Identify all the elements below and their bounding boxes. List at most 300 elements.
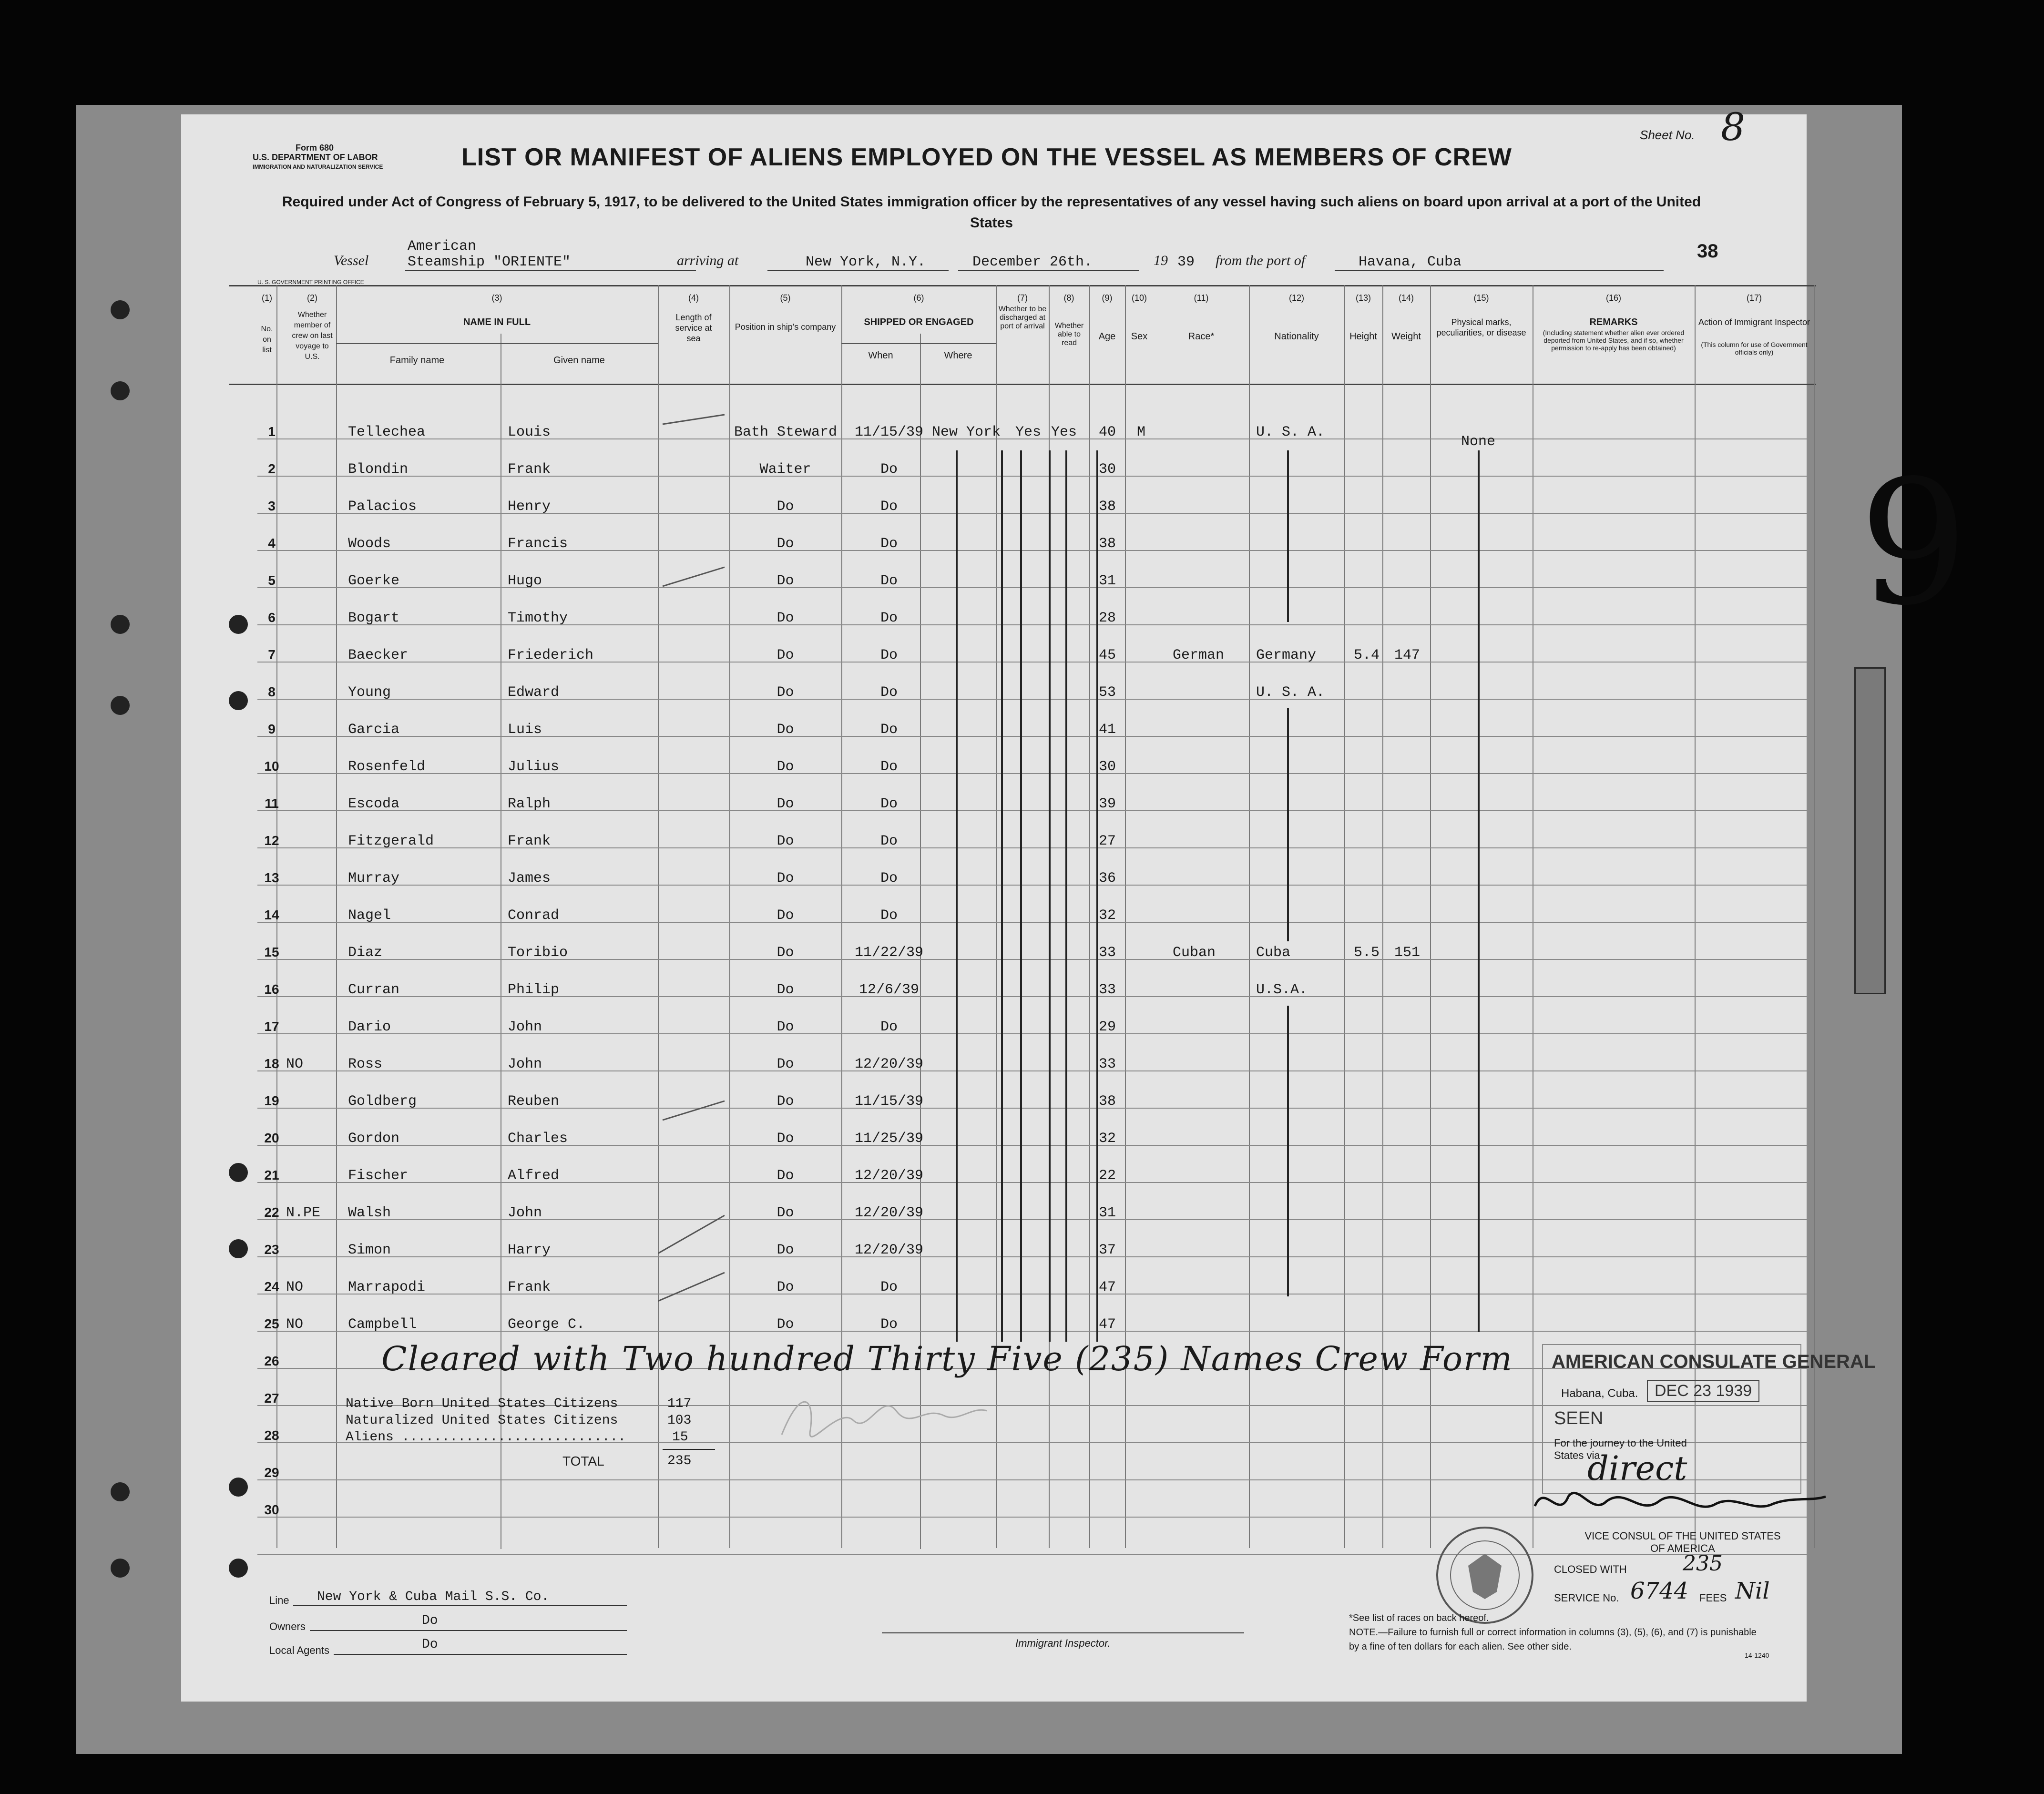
cell-position: Do: [777, 684, 794, 701]
row-number: 1: [268, 424, 276, 439]
cell-age: 45: [1099, 647, 1116, 663]
line-value: New York & Cuba Mail S.S. Co.: [317, 1590, 550, 1604]
row-rule: [257, 1256, 1807, 1257]
row-number: 24: [264, 1279, 279, 1294]
col-header-remarks-note: (Including statement whether alien ever ordered deported from United States, and if so, whether permission to re-apply has been obtained): [1543, 329, 1685, 352]
cell-family-name: Ross: [348, 1056, 383, 1072]
cell-position: Bath Steward: [734, 424, 838, 440]
cell-age: 30: [1099, 759, 1116, 775]
page-count: 38: [1697, 241, 1718, 262]
cell-position: Do: [777, 1168, 794, 1184]
aliens-label: Aliens ............................: [346, 1430, 626, 1445]
cell-shipped-when: 11/15/39: [854, 424, 924, 440]
row-number: 2: [268, 461, 276, 476]
col-header-action: Action of Immigrant Inspector: [1698, 317, 1810, 327]
cell-position: Do: [777, 1056, 794, 1072]
cell-shipped-when: 11/15/39: [854, 1093, 924, 1110]
col-number-3: (3): [491, 293, 502, 303]
cell-family-name: Marrapodi: [348, 1279, 426, 1295]
table-top-border: [229, 285, 1816, 286]
stamp-fees-value: Nil: [1735, 1578, 1770, 1604]
cell-shipped-when: 12/20/39: [854, 1168, 924, 1184]
cell-age: 36: [1099, 870, 1116, 887]
col-number-4: (4): [688, 293, 699, 303]
stamp-office: AMERICAN CONSULATE GENERAL: [1552, 1351, 1876, 1372]
faint-signature: [772, 1377, 996, 1458]
cell-family-name: Curran: [348, 982, 400, 998]
cell-position: Do: [777, 499, 794, 515]
row-number: 23: [264, 1242, 279, 1257]
row-number: 6: [268, 610, 276, 625]
row-rule: [257, 1033, 1807, 1034]
col-number-16: (16): [1605, 293, 1621, 303]
col-header-race: Race*: [1188, 331, 1215, 342]
cell-position: Do: [777, 1019, 794, 1035]
row-rule: [257, 736, 1807, 737]
cell-weight: 151: [1394, 945, 1421, 961]
cell-shipped-when: 12/20/39: [854, 1242, 924, 1258]
row-rule: [257, 922, 1807, 923]
year-prefix: 19: [1154, 253, 1168, 268]
cell-shipped-when: Do: [880, 647, 898, 663]
cell-position: Do: [777, 1279, 794, 1295]
punch-hole: [111, 696, 130, 715]
col-header-weight: Weight: [1391, 331, 1421, 342]
cell-family-name: Escoda: [348, 796, 400, 812]
col-number-13: (13): [1355, 293, 1371, 303]
cell-shipped-when: Do: [880, 1019, 898, 1035]
cell-shipped-when: 11/22/39: [854, 945, 924, 961]
cell-given-name: Julius: [508, 759, 560, 775]
from-label: from the port of: [1216, 253, 1306, 268]
punch-hole: [111, 1559, 130, 1578]
row-number: 21: [264, 1168, 279, 1182]
col-header-position: Position in ship's company: [735, 322, 836, 332]
row-rule: [257, 959, 1807, 960]
cell-shipped-when: 12/20/39: [854, 1056, 924, 1072]
cell-weight: 147: [1394, 647, 1421, 663]
cell-age: 53: [1099, 684, 1116, 701]
row-rule: [257, 587, 1807, 588]
row-rule: [257, 1554, 1807, 1555]
cell-family-name: Fischer: [348, 1168, 409, 1184]
punch-hole: [111, 381, 130, 400]
row-number: 20: [264, 1131, 279, 1145]
stamp-date: DEC 23 1939: [1647, 1380, 1759, 1402]
cell-family-name: Walsh: [348, 1205, 391, 1221]
cell-given-name: Conrad: [508, 907, 560, 924]
col-header-no: No. on list: [261, 325, 273, 354]
cell-given-name: Frank: [508, 1279, 551, 1295]
col-header-length-service: Length of service at sea: [675, 313, 712, 343]
sheet-number: 8: [1721, 105, 1745, 149]
cell-family-name: Young: [348, 684, 391, 701]
stamp-city: Habana, Cuba.: [1561, 1387, 1638, 1400]
inspector-signature-line: [882, 1632, 1244, 1633]
penalty-note: NOTE.—Failure to furnish full or correct information in columns (3), (5), (6), and (7) is punishable by a fine of ten dollars for each alien. See other side.: [1349, 1627, 1757, 1652]
ditto-line: [1287, 450, 1289, 622]
line-label: Line: [269, 1594, 289, 1606]
cell-given-name: George C.: [508, 1316, 585, 1333]
cell-given-name: Reuben: [508, 1093, 560, 1110]
row-number: 28: [264, 1428, 279, 1443]
cell-crew-last-voyage: NO: [286, 1279, 304, 1295]
punch-hole: [229, 1478, 248, 1497]
print-code: 14-1240: [1745, 1651, 1769, 1659]
cell-crew-last-voyage: NO: [286, 1056, 304, 1072]
cell-sex: M: [1137, 424, 1146, 440]
cell-age: 31: [1099, 1205, 1116, 1221]
cell-family-name: Blondin: [348, 461, 409, 478]
cell-shipped-when: 11/25/39: [854, 1131, 924, 1147]
col-header-when: When: [868, 350, 893, 361]
cell-given-name: Louis: [508, 424, 551, 440]
row-number: 3: [268, 499, 276, 513]
row-number: 15: [264, 945, 279, 959]
row-number: 22: [264, 1205, 279, 1220]
col-number-11: (11): [1194, 293, 1209, 303]
stamp-fees-label: FEES: [1699, 1592, 1727, 1604]
row-number: 8: [268, 684, 276, 699]
cell-family-name: Murray: [348, 870, 400, 887]
cell-able-to-read: Yes: [1051, 424, 1077, 440]
cell-position: Do: [777, 870, 794, 887]
cell-age: 32: [1099, 907, 1116, 924]
stamp-consul-title: VICE CONSUL OF THE UNITED STATES OF AMERICA: [1584, 1530, 1781, 1554]
col-header-discharged: Whether to be discharged at port of arrival: [998, 305, 1047, 330]
col-header-nationality: Nationality: [1274, 331, 1319, 342]
row-rule: [257, 773, 1807, 774]
column-divider: [336, 285, 337, 1548]
page-title: LIST OR MANIFEST OF ALIENS EMPLOYED ON THE VESSEL AS MEMBERS OF CREW: [461, 143, 1512, 171]
cell-shipped-when: Do: [880, 1316, 898, 1333]
stamp-journey-value: direct: [1587, 1449, 1687, 1488]
cell-given-name: Timothy: [508, 610, 568, 626]
cell-given-name: John: [508, 1056, 542, 1072]
cell-position: Do: [777, 759, 794, 775]
cell-family-name: Dario: [348, 1019, 391, 1035]
stamp-journey: For the journey to the United States via: [1554, 1437, 1687, 1461]
ditto-line: [1096, 450, 1098, 1342]
arriving-port: New York, N.Y.: [806, 254, 926, 270]
cell-shipped-when: Do: [880, 796, 898, 812]
cell-shipped-when: Do: [880, 684, 898, 701]
ditto-line: [1287, 1006, 1289, 1296]
punch-hole: [229, 1559, 248, 1578]
handwritten-clearance: Cleared with Two hundred Thirty Five (235) Names Crew Form: [381, 1339, 1513, 1378]
row-rule: [257, 476, 1807, 477]
cell-family-name: Simon: [348, 1242, 391, 1258]
cell-family-name: Palacios: [348, 499, 417, 515]
cell-given-name: Alfred: [508, 1168, 560, 1184]
row-rule: [257, 810, 1807, 811]
inspector-label: Immigrant Inspector.: [1015, 1637, 1111, 1649]
col-header-name: NAME IN FULL: [463, 317, 531, 327]
cell-age: 29: [1099, 1019, 1116, 1035]
punch-hole: [229, 615, 248, 634]
row-number: 25: [264, 1316, 279, 1331]
cell-discharged: Yes: [1015, 424, 1042, 440]
cell-shipped-when: Do: [880, 536, 898, 552]
col-header-physical-marks: Physical marks, peculiarities, or disease: [1436, 317, 1526, 337]
cell-shipped-when: 12/6/39: [858, 982, 920, 998]
cell-family-name: Diaz: [348, 945, 383, 961]
stamp-seen: SEEN: [1554, 1408, 1604, 1428]
vessel-underline: [405, 270, 696, 271]
cell-age: 39: [1099, 796, 1116, 812]
ditto-line: [1478, 450, 1480, 1332]
row-number: 26: [264, 1354, 279, 1368]
cell-position: Do: [777, 796, 794, 812]
cell-position: Do: [777, 536, 794, 552]
board-tab: [1854, 667, 1886, 994]
service-check-marks: [658, 405, 729, 1311]
col-number-9: (9): [1102, 293, 1113, 303]
owners-value: Do: [422, 1613, 438, 1628]
agents-underline: [334, 1654, 627, 1655]
cell-age: 41: [1099, 722, 1116, 738]
cell-given-name: John: [508, 1205, 542, 1221]
cell-age: 40: [1099, 424, 1116, 440]
printing-office: U. S. GOVERNMENT PRINTING OFFICE: [257, 279, 364, 285]
owners-underline: [310, 1630, 627, 1631]
page-subtitle: Required under Act of Congress of February 5, 1917, to be delivered to the United States immigration officer by the representatives of any vessel having such aliens on board upon arrival at a port of the United States: [282, 194, 1701, 231]
row-rule: [257, 624, 1807, 625]
cell-age: 47: [1099, 1316, 1116, 1333]
ditto-line: [956, 450, 958, 1342]
cell-age: 38: [1099, 536, 1116, 552]
cell-family-name: Tellechea: [348, 424, 426, 440]
col-number-10: (10): [1131, 293, 1147, 303]
row-rule: [257, 1108, 1807, 1109]
col-header-remarks: REMARKS: [1589, 317, 1638, 327]
row-number: 27: [264, 1391, 279, 1406]
col-number-17: (17): [1746, 293, 1762, 303]
cell-shipped-when: Do: [880, 870, 898, 887]
row-number: 12: [264, 833, 279, 848]
stamp-closed-label: CLOSED WITH: [1554, 1563, 1627, 1575]
header-bottom-border: [229, 384, 1816, 385]
col-number-14: (14): [1398, 293, 1414, 303]
cell-family-name: Rosenfeld: [348, 759, 426, 775]
cell-height: 5.5: [1354, 945, 1380, 961]
shipped-subheader-rule: [841, 343, 996, 344]
cell-given-name: Philip: [508, 982, 560, 998]
cell-position: Do: [777, 1093, 794, 1110]
cell-family-name: Baecker: [348, 647, 409, 663]
cell-nationality: Germany: [1256, 647, 1317, 663]
cell-given-name: Friederich: [508, 647, 594, 663]
cell-physical-marks: None: [1461, 434, 1496, 450]
row-rule: [257, 996, 1807, 997]
cell-position: Do: [777, 610, 794, 626]
col-header-given-name: Given name: [553, 355, 605, 366]
cell-shipped-when: Do: [880, 499, 898, 515]
row-number: 14: [264, 907, 279, 922]
ditto-line: [1049, 450, 1051, 1342]
total-rule: [663, 1449, 715, 1450]
cell-shipped-when: Do: [880, 610, 898, 626]
cell-shipped-when: Do: [880, 722, 898, 738]
row-number: 9: [268, 722, 276, 736]
cell-family-name: Goerke: [348, 573, 400, 589]
cell-position: Do: [777, 1131, 794, 1147]
col-number-15: (15): [1473, 293, 1489, 303]
cell-position: Do: [777, 982, 794, 998]
naturalized-label: Naturalized United States Citizens: [346, 1413, 618, 1428]
cell-given-name: Hugo: [508, 573, 542, 589]
cell-position: Waiter: [759, 461, 811, 478]
stamp-service-value: 6744: [1630, 1578, 1689, 1604]
date-underline: [958, 270, 1139, 271]
ditto-line: [1020, 450, 1022, 1342]
cell-age: 32: [1099, 1131, 1116, 1147]
cell-age: 28: [1099, 610, 1116, 626]
total-count: 235: [667, 1454, 692, 1468]
ditto-line: [1287, 708, 1289, 941]
cell-shipped-when: Do: [880, 1279, 898, 1295]
sheet-number-label: Sheet No.: [1640, 128, 1695, 142]
row-number: 4: [268, 536, 276, 550]
cell-crew-last-voyage: N.PE: [286, 1205, 321, 1221]
cell-given-name: John: [508, 1019, 542, 1035]
vessel-label: Vessel: [334, 253, 369, 268]
punch-hole: [229, 1163, 248, 1182]
col-number-12: (12): [1288, 293, 1304, 303]
col-number-6: (6): [913, 293, 924, 303]
cell-age: 31: [1099, 573, 1116, 589]
row-number: 11: [265, 796, 279, 811]
cell-nationality: U.S.A.: [1256, 982, 1308, 998]
cell-shipped-when: Do: [880, 833, 898, 849]
punch-hole: [111, 615, 130, 634]
row-rule: [257, 1219, 1807, 1220]
cell-shipped-when: Do: [880, 907, 898, 924]
cell-age: 37: [1099, 1242, 1116, 1258]
col-header-shipped: SHIPPED OR ENGAGED: [864, 317, 974, 327]
form-identifier: Form 680 U.S. DEPARTMENT OF LABOR IMMIGRATION AND NATURALIZATION SERVICE: [253, 143, 383, 170]
native-born-count: 117: [667, 1396, 692, 1411]
stamp-service-label: SERVICE No.: [1554, 1592, 1619, 1604]
cell-nationality: U. S. A.: [1256, 424, 1325, 440]
cell-given-name: Luis: [508, 722, 542, 738]
col-number-5: (5): [780, 293, 791, 303]
margin-mark: 9: [1859, 443, 1969, 643]
punch-hole: [111, 300, 130, 319]
punch-hole: [111, 1482, 130, 1501]
cell-age: 27: [1099, 833, 1116, 849]
row-number: 30: [264, 1502, 279, 1517]
cell-age: 33: [1099, 945, 1116, 961]
cell-position: Do: [777, 907, 794, 924]
punch-hole: [229, 691, 248, 710]
cell-given-name: Frank: [508, 833, 551, 849]
owners-label: Owners: [269, 1621, 306, 1632]
col-header-height: Height: [1349, 331, 1377, 342]
local-agents-value: Do: [422, 1637, 438, 1652]
col-header-read: Whether able to read: [1054, 322, 1084, 347]
cell-crew-last-voyage: NO: [286, 1316, 304, 1333]
col-number-2: (2): [307, 293, 317, 303]
aliens-count: 15: [672, 1430, 688, 1445]
cell-given-name: Charles: [508, 1131, 568, 1147]
row-number: 10: [264, 759, 279, 774]
cell-given-name: Frank: [508, 461, 551, 478]
row-number: 17: [264, 1019, 279, 1034]
cell-family-name: Goldberg: [348, 1093, 417, 1110]
row-rule: [257, 885, 1807, 886]
cell-family-name: Garcia: [348, 722, 400, 738]
col-header-age: Age: [1098, 331, 1116, 342]
row-rule: [257, 1145, 1807, 1146]
row-number: 18: [264, 1056, 279, 1071]
cell-position: Do: [777, 1242, 794, 1258]
row-rule: [257, 513, 1807, 514]
col-number-1: (1): [262, 293, 272, 303]
punch-hole: [229, 1239, 248, 1258]
row-rule: [257, 1070, 1807, 1071]
col-header-family-name: Family name: [389, 355, 445, 366]
local-agents-label: Local Agents: [269, 1644, 329, 1656]
vessel-name-line2: Steamship "ORIENTE": [408, 254, 571, 270]
col-number-8: (8): [1063, 293, 1074, 303]
from-port: Havana, Cuba: [1359, 254, 1462, 270]
native-born-label: Native Born United States Citizens: [346, 1396, 618, 1411]
cell-position: Do: [777, 945, 794, 961]
cell-age: 33: [1099, 1056, 1116, 1072]
year: 39: [1177, 254, 1195, 270]
cell-position: Do: [777, 833, 794, 849]
row-number: 29: [264, 1465, 279, 1480]
col-header-sex: Sex: [1131, 331, 1148, 342]
cell-given-name: Edward: [508, 684, 560, 701]
arriving-underline: [767, 270, 949, 271]
row-rule: [257, 1331, 1807, 1332]
cell-position: Do: [777, 1316, 794, 1333]
cell-given-name: James: [508, 870, 551, 887]
col-header-action-note: (This column for use of Government officials only): [1701, 341, 1808, 356]
row-rule: [257, 847, 1807, 848]
row-rule: [257, 699, 1807, 700]
cell-shipped-when: Do: [880, 573, 898, 589]
arriving-label: arriving at: [677, 253, 739, 268]
cell-family-name: Gordon: [348, 1131, 400, 1147]
row-rule: [257, 550, 1807, 551]
line-underline: [293, 1605, 627, 1606]
cell-given-name: Ralph: [508, 796, 551, 812]
cell-shipped-when: 12/20/39: [854, 1205, 924, 1221]
cell-height: 5.4: [1354, 647, 1380, 663]
cell-family-name: Campbell: [348, 1316, 417, 1333]
cell-family-name: Bogart: [348, 610, 400, 626]
cell-shipped-when: Do: [880, 461, 898, 478]
cell-given-name: Henry: [508, 499, 551, 515]
cell-race: German: [1173, 647, 1225, 663]
col-number-7: (7): [1017, 293, 1028, 303]
row-number: 19: [264, 1093, 279, 1108]
cell-age: 47: [1099, 1279, 1116, 1295]
races-note: *See list of races on back hereof.: [1349, 1613, 1489, 1623]
cell-nationality: U. S. A.: [1256, 684, 1325, 701]
cell-age: 33: [1099, 982, 1116, 998]
cell-position: Do: [777, 647, 794, 663]
vessel-name-line1: American: [408, 238, 477, 255]
cell-family-name: Nagel: [348, 907, 391, 924]
row-number: 13: [264, 870, 279, 885]
cell-age: 38: [1099, 499, 1116, 515]
cell-age: 30: [1099, 461, 1116, 478]
row-number: 7: [268, 647, 276, 662]
